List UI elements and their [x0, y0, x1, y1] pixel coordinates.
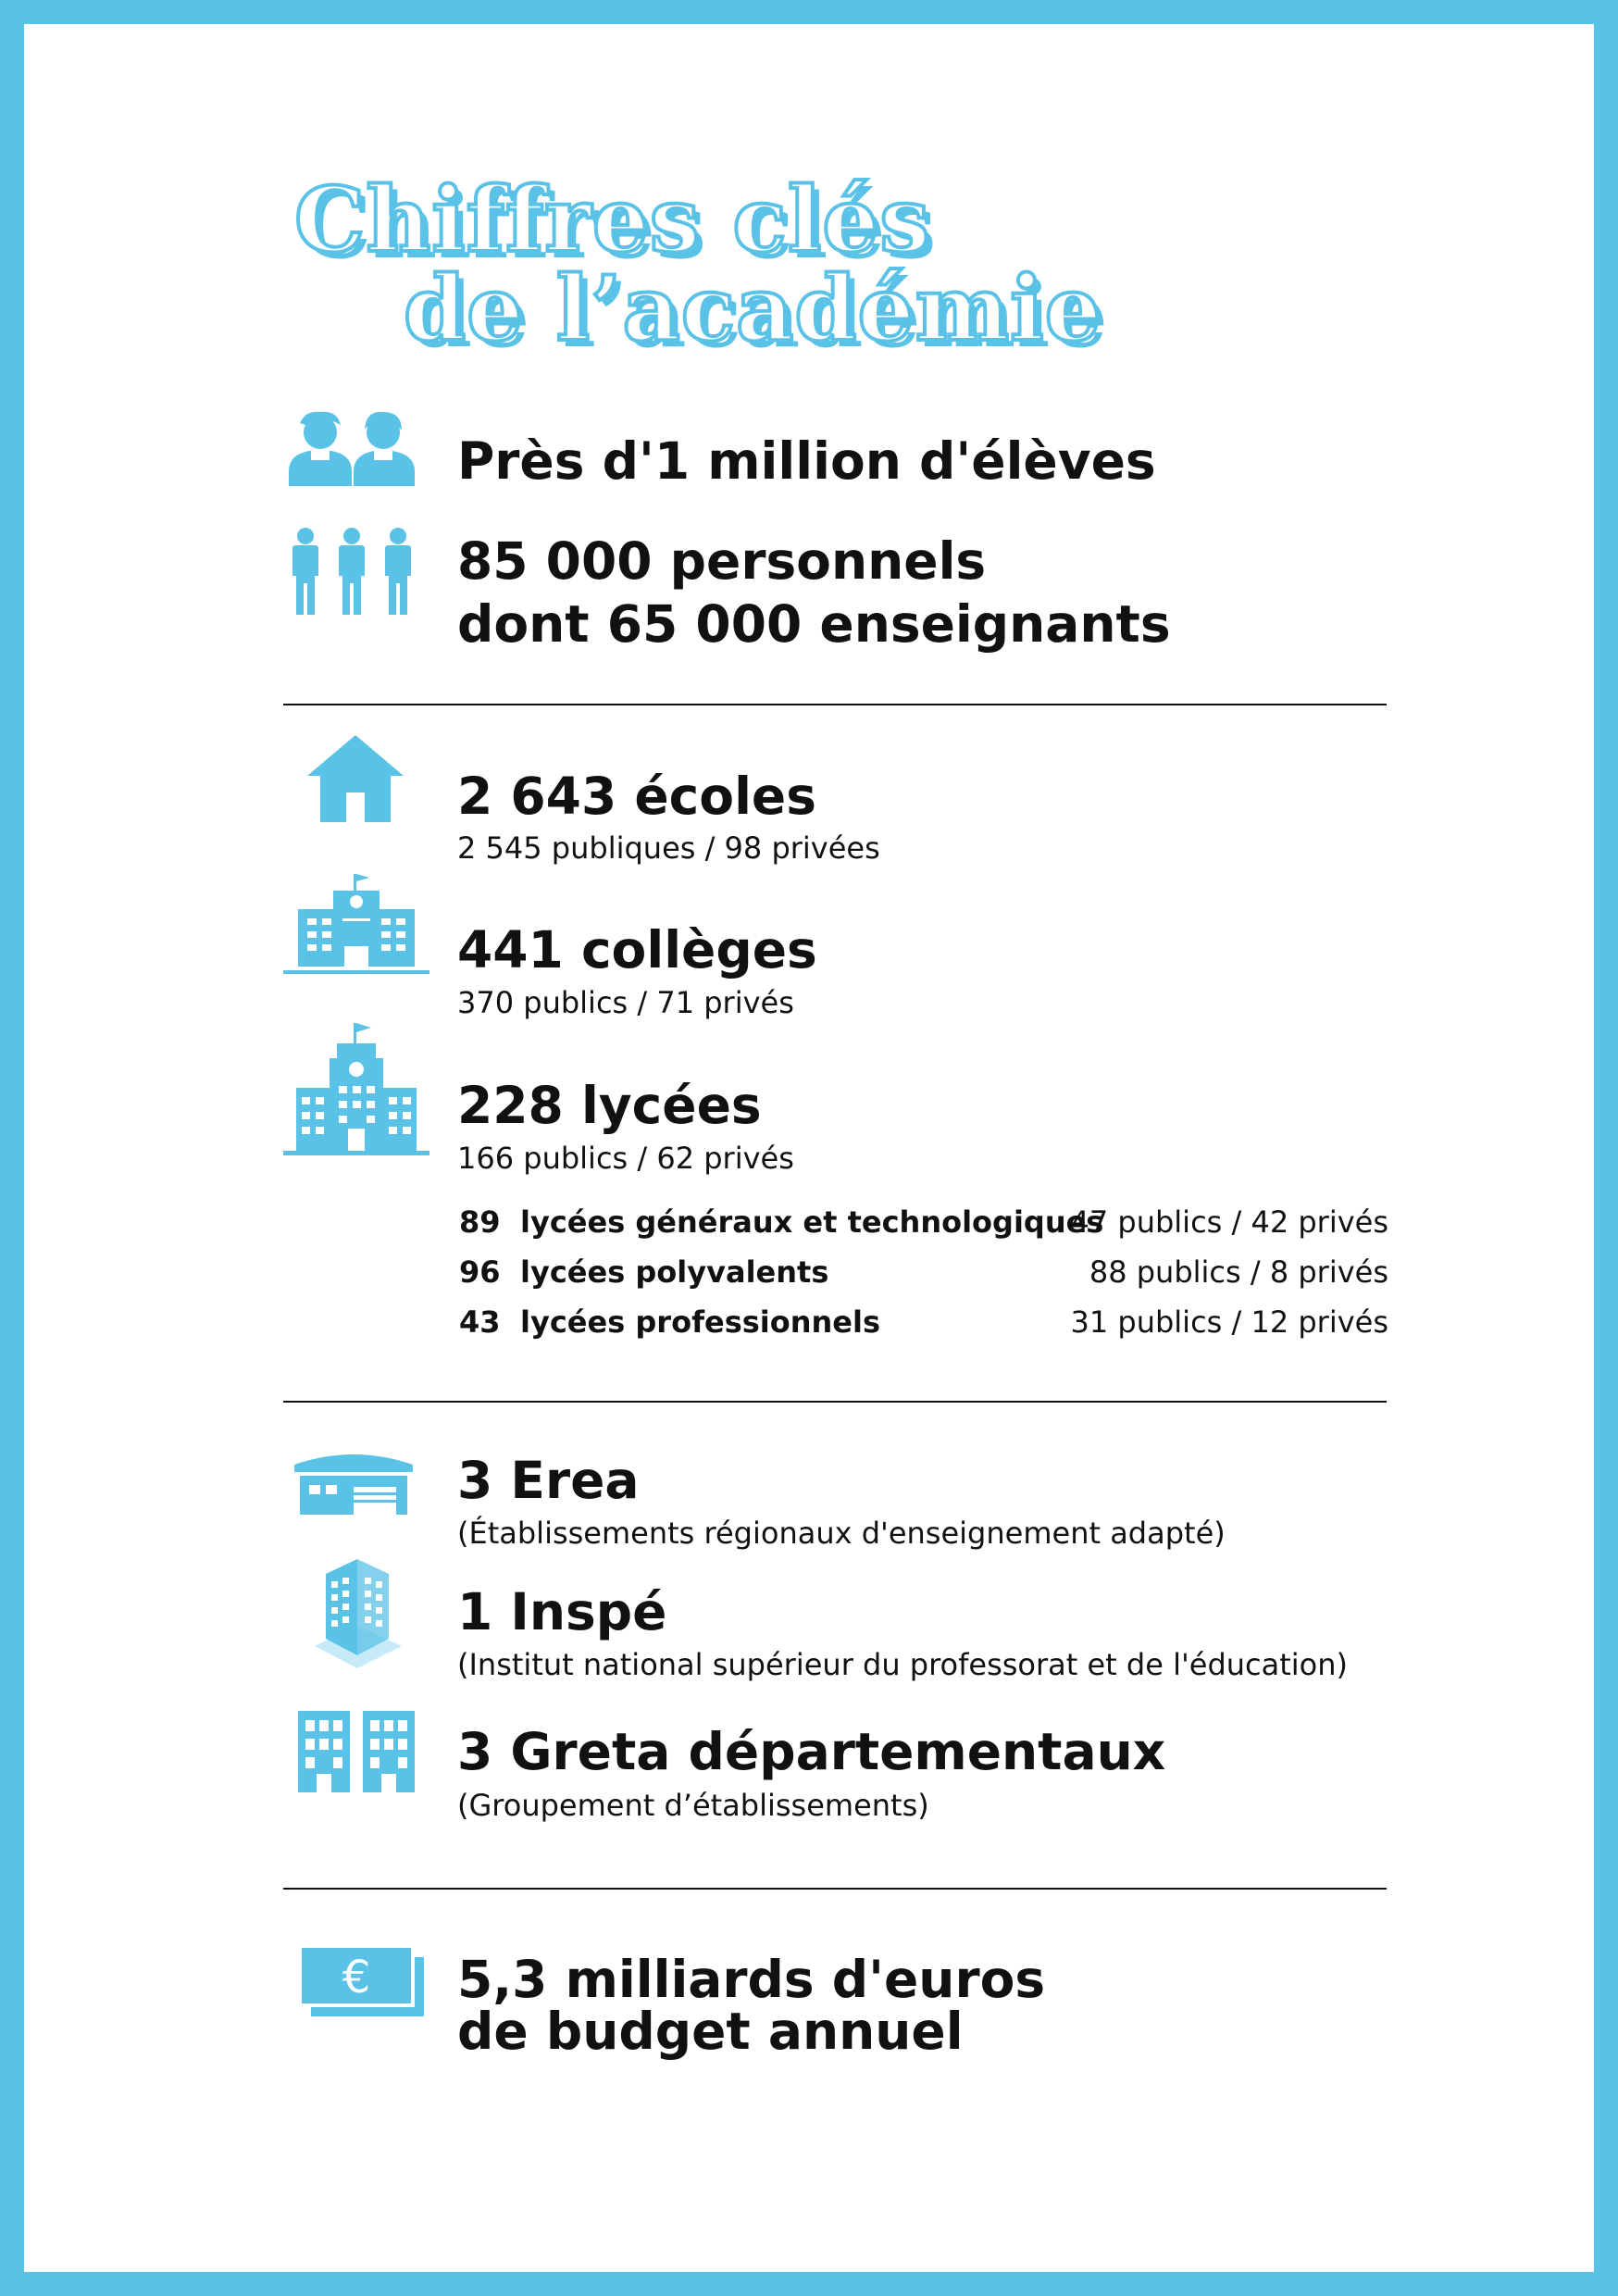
ecoles-detail: 2 545 publiques / 98 privées	[457, 830, 880, 866]
staff-line-2: dont 65 000 enseignants	[457, 594, 1171, 654]
greta-headline: 3 Greta départementaux	[457, 1722, 1166, 1781]
breakdown-count: 96	[459, 1254, 501, 1290]
tower-building-icon	[305, 1554, 409, 1670]
breakdown-label: lycées polyvalents	[520, 1254, 829, 1290]
breakdown-detail: 88 publics / 8 privés	[1089, 1254, 1388, 1290]
divider-2	[283, 1401, 1387, 1403]
title-line-1: Chiffres clés	[294, 168, 931, 272]
inspe-headline: 1 Inspé	[457, 1582, 667, 1641]
house-icon	[305, 733, 405, 822]
budget-line-1: 5,3 milliards d'euros	[457, 1950, 1046, 2009]
breakdown-detail: 47 publics / 42 privés	[1070, 1204, 1388, 1240]
lycees-breakdown-row	[459, 1254, 1388, 1291]
college-building-icon	[283, 872, 429, 976]
staff-icon	[289, 528, 418, 615]
erea-detail: (Établissements régionaux d'enseignement adapté)	[457, 1516, 1226, 1551]
students-icon	[287, 410, 417, 486]
euro-symbol: €	[342, 1952, 371, 2003]
erea-headline: 3 Erea	[457, 1451, 640, 1510]
breakdown-label: lycées généraux et technologiques	[520, 1204, 1104, 1240]
colleges-headline: 441 collèges	[457, 920, 817, 980]
divider-3	[283, 1888, 1387, 1890]
divider-1	[283, 704, 1387, 705]
lycees-headline: 228 lycées	[457, 1076, 762, 1135]
inspe-detail: (Institut national supérieur du professorat et de l'éducation)	[457, 1647, 1349, 1682]
breakdown-label: lycées professionnels	[520, 1304, 881, 1340]
euro-banknote-icon	[298, 1944, 426, 2018]
lycee-building-icon	[283, 1021, 429, 1156]
warehouse-icon	[294, 1450, 413, 1515]
breakdown-count: 89	[459, 1204, 501, 1240]
colleges-detail: 370 publics / 71 privés	[457, 985, 794, 1020]
twin-buildings-icon	[296, 1711, 417, 1792]
greta-detail: (Groupement d’établissements)	[457, 1788, 929, 1823]
lycees-detail: 166 publics / 62 privés	[457, 1141, 794, 1176]
breakdown-detail: 31 publics / 12 privés	[1070, 1304, 1388, 1340]
lycees-breakdown-row	[459, 1304, 1388, 1341]
staff-line-1: 85 000 personnels	[457, 531, 987, 591]
budget-line-2: de budget annuel	[457, 2002, 964, 2061]
breakdown-count: 43	[459, 1304, 501, 1340]
students-headline: Près d'1 million d'élèves	[457, 431, 1156, 491]
title-line-2: de l’académie	[404, 256, 1102, 361]
ecoles-headline: 2 643 écoles	[457, 767, 816, 826]
lycees-breakdown-row	[459, 1204, 1388, 1241]
